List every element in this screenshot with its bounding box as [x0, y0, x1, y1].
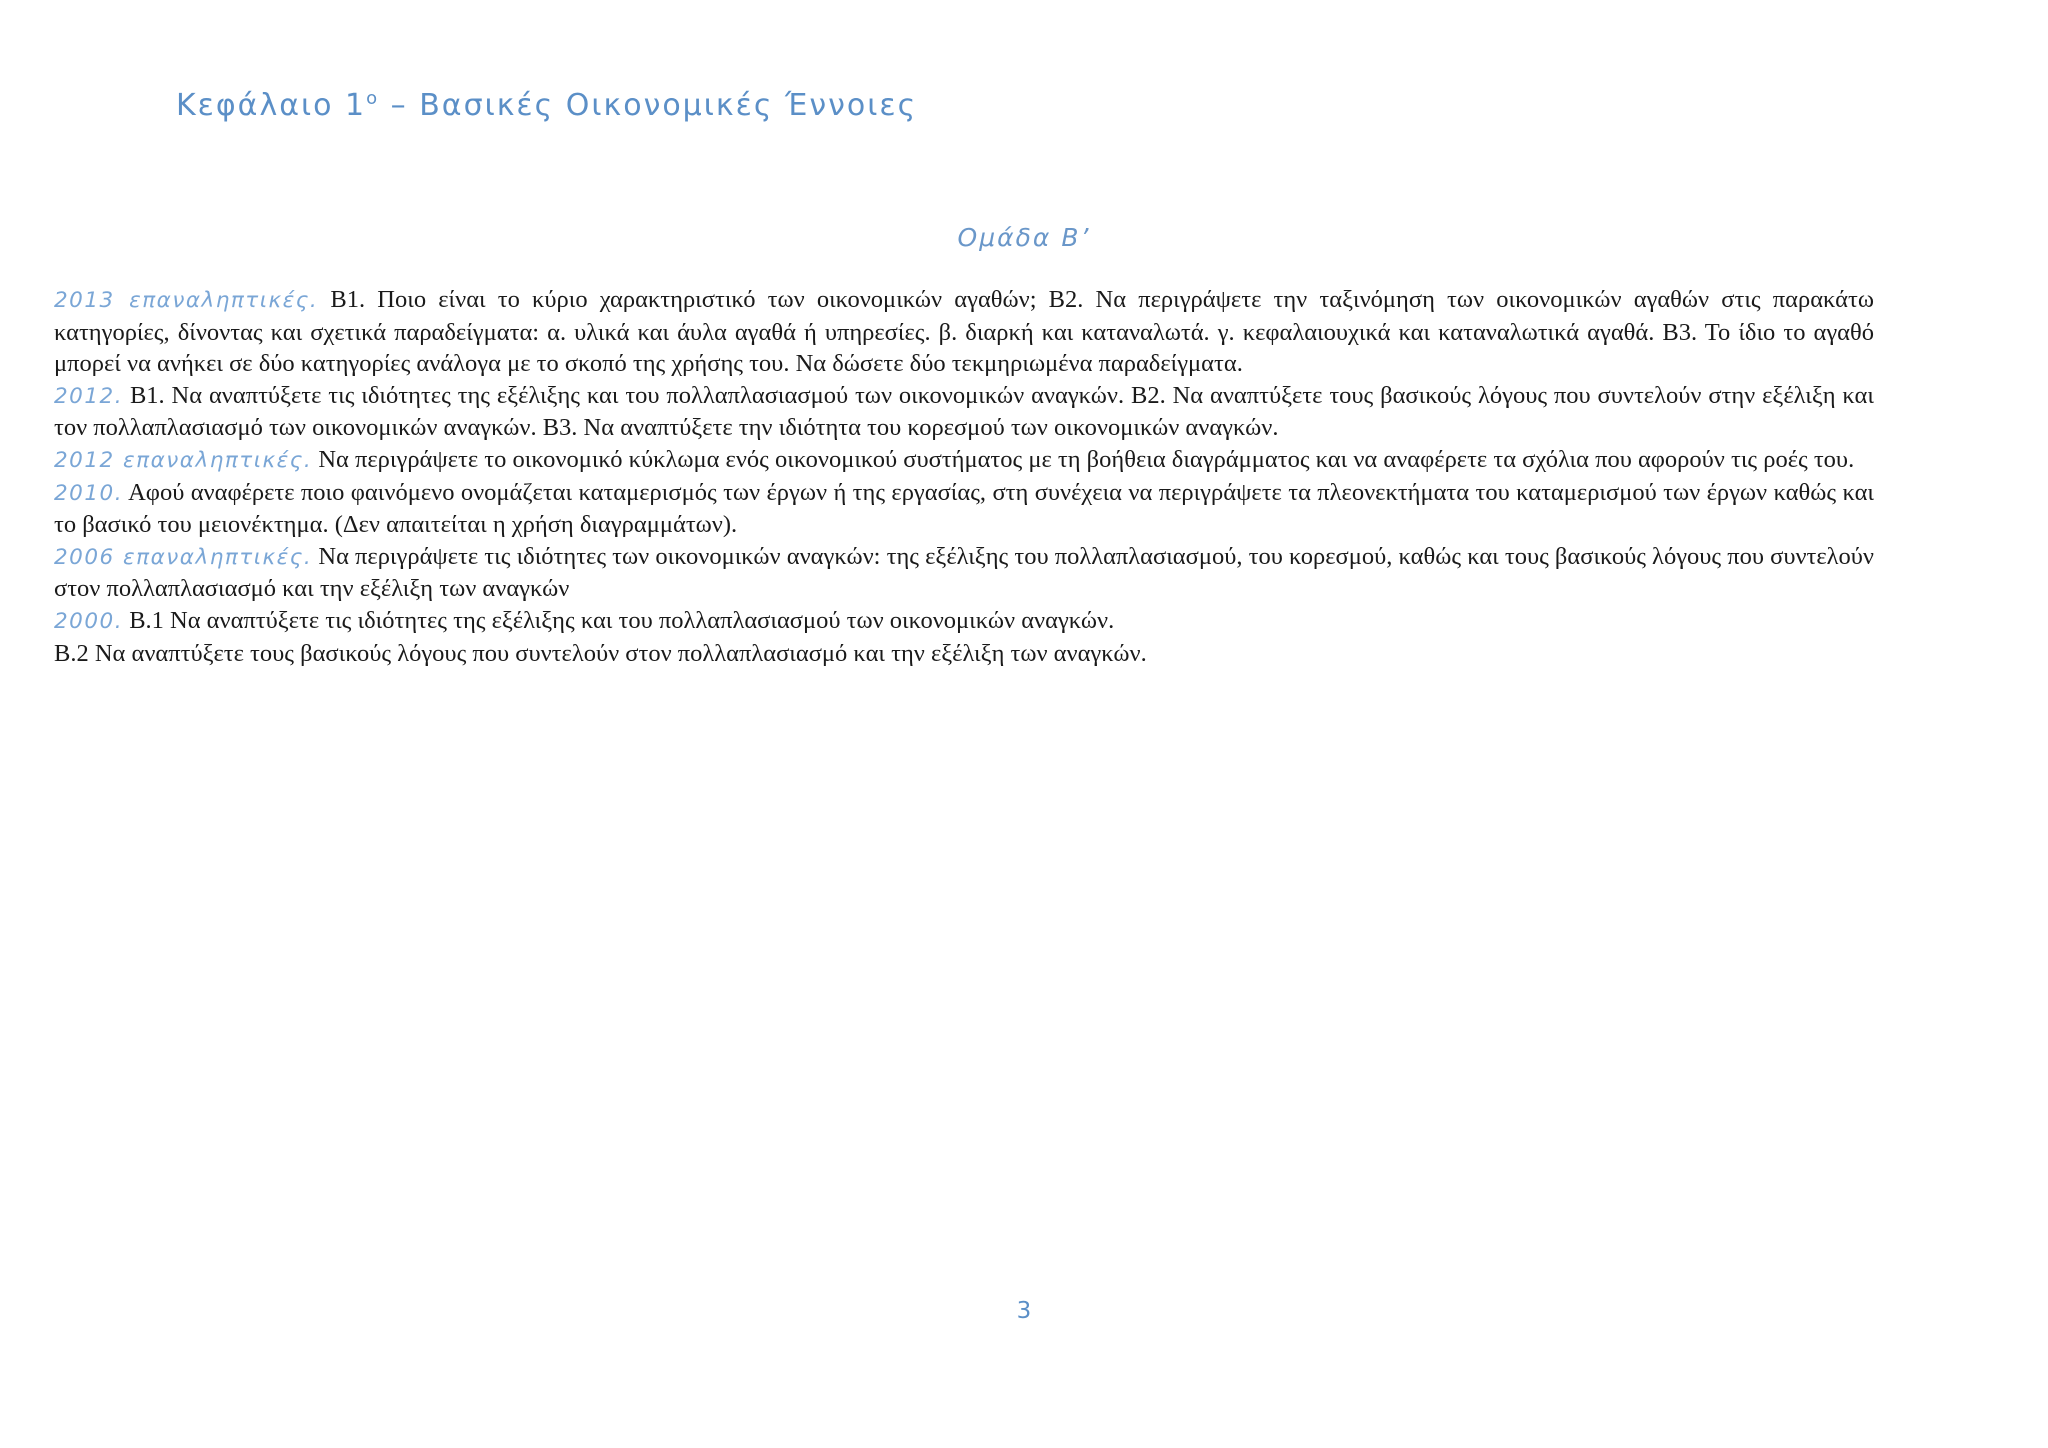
question-text: Β.1 Να αναπτύξετε τις ιδιότητες της εξέλιξης και του πολλαπλασιασμού των οικονομικών αναγκών.: [123, 606, 1115, 634]
exam-year-label: 2000.: [54, 608, 124, 634]
question-entry: [54, 605, 1874, 638]
question-entry: [54, 380, 1874, 444]
question-text: Β1. Ποιο είναι το κύριο χαρακτηριστικό των οικονομικών αγαθών; Β2. Να περιγράψετε την ταξινόμηση των οικονομικών αγαθών στις παρακάτω κατηγορίες, δίνοντας και σχετικά παραδείγματα: α. υλικά και άυλα αγαθά ή υπηρεσίες. β. διαρκή και καταναλωτά. γ. κεφαλαιουχικά και καταναλωτικά αγαθά. Β3. Το ίδιο το αγαθό μπορεί να ανήκει σε δύο κατηγορίες ανάλογα με το σκοπό της χρήσης του. Να δώσετε δύο τεκμηριωμένα παραδείγματα.: [54, 286, 1874, 378]
exam-year-label: 2012.: [54, 383, 124, 409]
chapter-header: [176, 88, 917, 123]
exam-year-label: 2012 επαναληπτικές.: [54, 447, 313, 473]
exam-year-label: 2006 επαναληπτικές.: [54, 544, 313, 570]
question-text: Αφού αναφέρετε ποιο φαινόμενο ονομάζεται καταμερισμός των έργων ή της εργασίας, στη συνέχεια να περιγράψετε τα πλεονεκτήματα του καταμερισμού των έργων καθώς και το βασικό του μειονέκτημα. (Δεν απαιτείται η χρήση διαγραμμάτων).: [54, 478, 1874, 539]
question-entry: [54, 477, 1874, 541]
chapter-header-prefix: Κεφάλαιο 1: [176, 88, 367, 123]
chapter-header-superscript: ο: [366, 88, 380, 109]
question-text: Β1. Να αναπτύξετε τις ιδιότητες της εξέλιξης και του πολλαπλασιασμού των οικονομικών αναγκών. Β2. Να αναπτύξετε τους βασικούς λόγους που συντελούν στην εξέλιξη και τον πολλαπλασιασμό των οικονομικών αναγκών. Β3. Να αναπτύξετε την ιδιότητα του κορεσμού των οικονομικών αναγκών.: [54, 381, 1874, 442]
question-text: Να περιγράψετε τις ιδιότητες των οικονομικών αναγκών: της εξέλιξης του πολλαπλασιασμού, του κορεσμού, καθώς και τους βασικούς λόγους που συντελούν στον πολλαπλασιασμό και την εξέλιξη των αναγκών: [54, 542, 1874, 603]
question-entry: [54, 444, 1874, 477]
chapter-header-suffix: – Βασικές Οικονομικές Έννοιες: [379, 88, 918, 123]
question-entry: [54, 284, 1874, 380]
question-continuation: Β.2 Να αναπτύξετε τους βασικούς λόγους που συντελούν στον πολλαπλασιασμό και την εξέλιξη των αναγκών.: [54, 639, 1147, 667]
group-title: Ομάδα Β’: [957, 223, 1091, 252]
exam-year-label: 2013 επαναληπτικές.: [54, 288, 319, 313]
exam-year-label: 2010.: [54, 480, 124, 506]
question-text: Να περιγράψετε το οικονομικό κύκλωμα ενός οικονομικού συστήματος με τη βοήθεια διαγράμματος και να αναφέρετε τα σχόλια που αφορούν τις ροές του.: [312, 445, 1855, 473]
question-entry: [54, 541, 1874, 605]
page-number: 3: [1016, 1298, 1032, 1324]
question-list: [54, 284, 1874, 669]
